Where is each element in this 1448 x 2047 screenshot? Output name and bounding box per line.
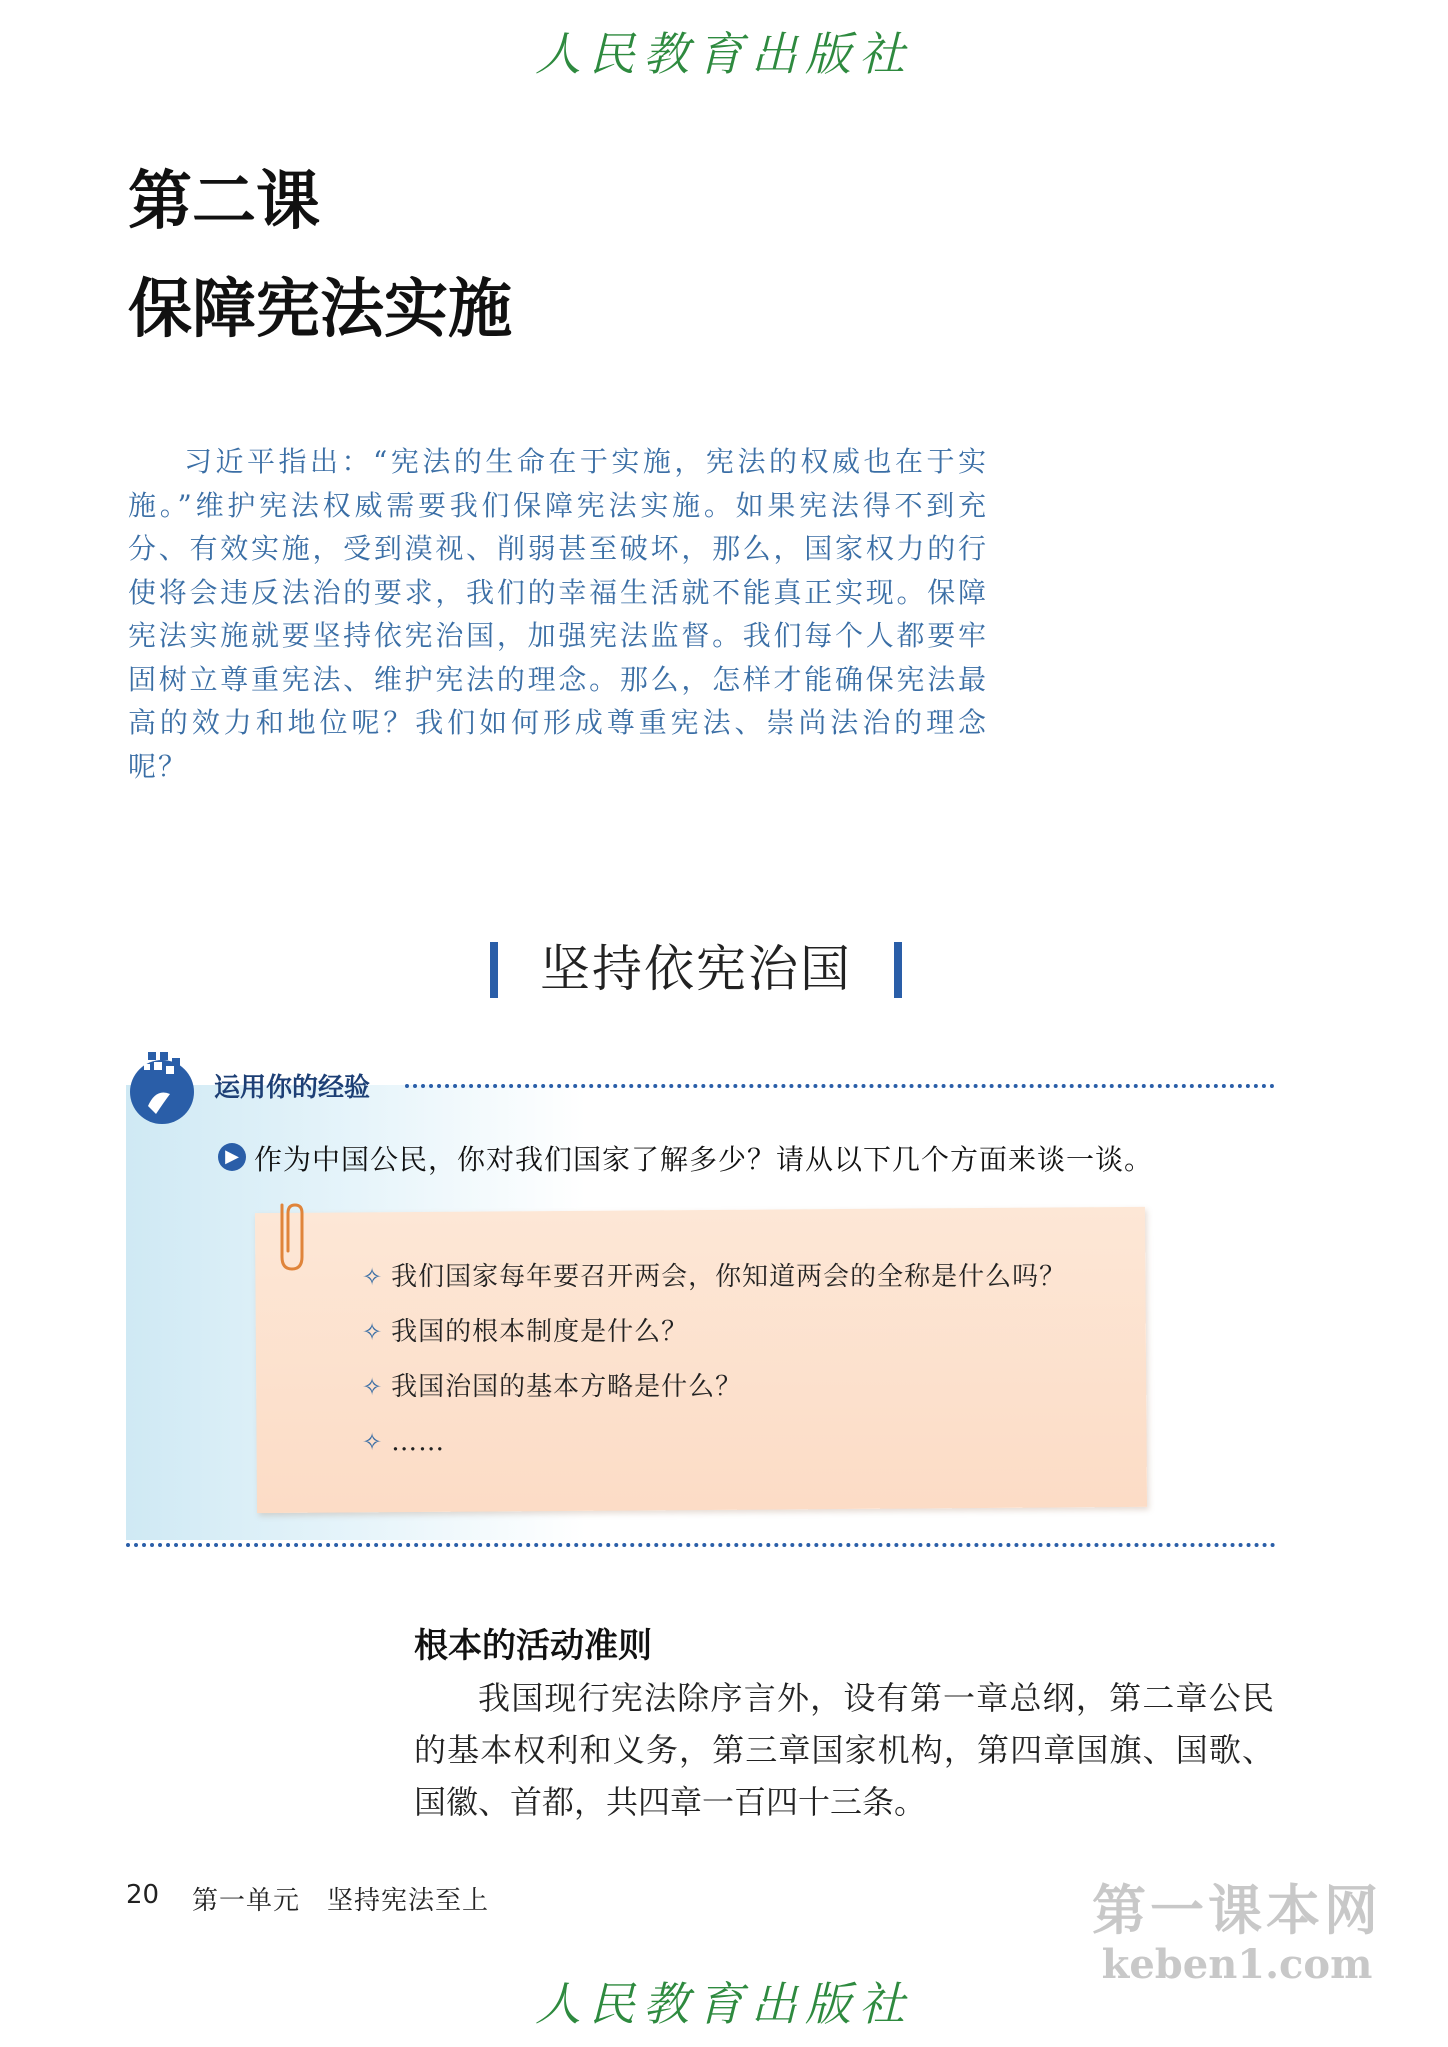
note-item-text: 我国的根本制度是什么？ [391, 1317, 689, 1347]
lesson-number: 第二课 [128, 165, 320, 239]
note-item-text: 我国治国的基本方略是什么？ [391, 1372, 743, 1402]
watermark-name: 第一课本网 [1092, 1879, 1382, 1942]
subsection-title: 根本的活动准则 [414, 1626, 652, 1666]
activity-divider-top [405, 1084, 1275, 1088]
publisher-logo-bottom: 人民教育出版社 [535, 1977, 913, 2031]
arrow-right-icon: ▶ [218, 1143, 246, 1171]
footer-unit-title: 第一单元 坚持宪法至上 [192, 1886, 490, 1916]
activity-question: 作为中国公民，你对我们国家了解多少？请从以下几个方面来谈一谈。 [254, 1143, 1154, 1176]
note-item [362, 1360, 1066, 1415]
watermark-url: keben1.com [1101, 1941, 1373, 1988]
lesson-title: 保障宪法实施 [128, 273, 512, 347]
note-item-text: …… [391, 1427, 446, 1457]
publisher-logo-top: 人民教育出版社 [535, 27, 913, 81]
diamond-icon: ✧ [362, 1428, 384, 1456]
note-list [362, 1250, 1066, 1470]
subsection-paragraph: 我国现行宪法除序言外，设有第一章总纲，第二章公民的基本权利和义务，第三章国家机构，第四章国旗、国歌、国徽、首都，共四章一百四十三条。 [414, 1679, 1274, 1821]
paperclip-icon [268, 1195, 312, 1275]
note-item [362, 1250, 1066, 1305]
activity-divider-bottom [126, 1543, 1276, 1547]
activity-logo-icon [126, 1048, 198, 1126]
section-bar-right [894, 942, 902, 998]
intro-paragraph: 习近平指出：“宪法的生命在于实施，宪法的权威也在于实施。”维护宪法权威需要我们保障宪法实施。如果宪法得不到充分、有效实施，受到漠视、削弱甚至破坏，那么，国家权力的行使将会违反法治的要求，我们的幸福生活就不能真正实现。保障宪法实施就要坚持依宪治国，加强宪法监督。我们每个人都要牢固树立尊重宪法、维护宪法的理念。那么，怎样才能确保宪法最高的效力和地位呢？我们如何形成尊重宪法、崇尚法治的理念呢？ [128, 445, 988, 783]
page-number: 20 [126, 1880, 160, 1910]
note-item [362, 1415, 1066, 1470]
diamond-icon: ✧ [362, 1373, 384, 1401]
diamond-icon: ✧ [362, 1318, 384, 1346]
diamond-icon: ✧ [362, 1263, 384, 1291]
note-item-text: 我们国家每年要召开两会，你知道两会的全称是什么吗？ [391, 1262, 1067, 1292]
note-item [362, 1305, 1066, 1360]
section-title: 坚持依宪治国 [540, 940, 852, 998]
section-heading [490, 938, 910, 1000]
activity-label: 运用你的经验 [214, 1073, 371, 1103]
